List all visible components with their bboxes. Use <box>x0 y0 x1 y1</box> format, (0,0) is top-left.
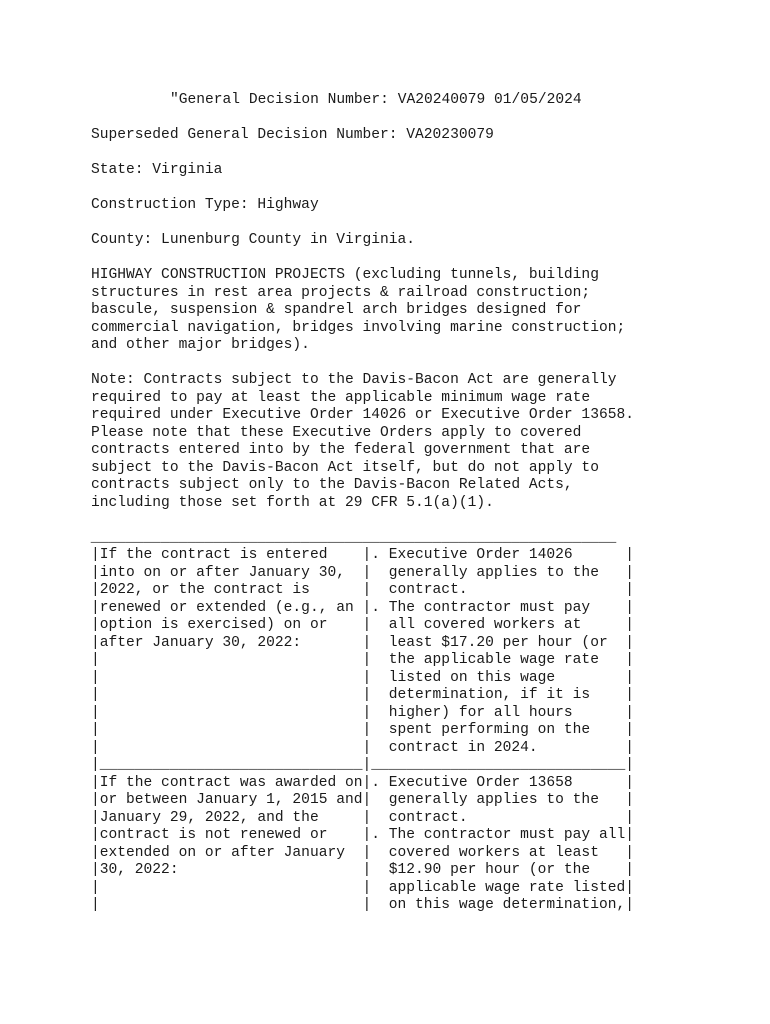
table-row-line: |after January 30, 2022: | least $17.20 per hour (or | <box>91 634 634 651</box>
construction-type-line: Construction Type: Highway <box>91 197 319 213</box>
county-line: County: Lunenburg County in Virginia. <box>91 232 416 248</box>
table-row-line: |If the contract was awarded on|. Executive Order 13658 | <box>91 774 634 791</box>
note-line: contracts entered into by the federal government that are <box>91 442 591 458</box>
decision-number-line: "General Decision Number: VA20240079 01/05/2024 <box>170 92 582 108</box>
table-row-line: | | higher) for all hours | <box>91 704 634 721</box>
spacer <box>91 110 751 128</box>
table-row-line: |contract is not renewed or |. The contractor must pay all| <box>91 827 634 843</box>
table-row-line: | | determination, if it is | <box>91 687 634 703</box>
note-line: subject to the Davis-Bacon Act itself, but do not apply to <box>91 459 599 476</box>
scope-line: HIGHWAY CONSTRUCTION PROJECTS (excluding tunnels, building <box>91 267 599 283</box>
table-row-line: |If the contract is entered |. Executive Order 14026 | <box>91 547 634 563</box>
table-row-line: |extended on or after January | covered workers at least | <box>91 844 634 861</box>
note-line: required to pay at least the applicable minimum wage rate <box>91 389 591 406</box>
superseded-decision-line: Superseded General Decision Number: VA20230079 <box>91 127 494 143</box>
table-row-line: |or between January 1, 2015 and| generally applies to the | <box>91 792 634 808</box>
spacer <box>91 145 751 163</box>
table-row-line: |renewed or extended (e.g., an |. The contractor must pay | <box>91 599 634 616</box>
state-line: State: Virginia <box>91 162 223 178</box>
note-line: required under Executive Order 14026 or Executive Order 13658. <box>91 407 634 423</box>
table-divider-line: |______________________________|_____________________________| <box>91 757 634 773</box>
spacer <box>91 215 751 233</box>
note-line: Note: Contracts subject to the Davis-Bacon Act are generally <box>91 372 617 388</box>
spacer <box>91 250 751 268</box>
scope-line: structures in rest area projects & railroad construction; <box>91 284 591 301</box>
table-row-line: |into on or after January 30, | generally applies to the | <box>91 564 634 581</box>
table-row-line: |option is exercised) on or | all covered workers at | <box>91 617 634 633</box>
table-row-line: | | contract in 2024. | <box>91 739 634 756</box>
wage-determination-document <box>82 92 751 915</box>
document-text <box>82 92 751 915</box>
table-row-line: | | listed on this wage | <box>91 669 634 686</box>
table-border-line: ____________________________________________________________ <box>82 529 617 546</box>
table-row-line: |30, 2022: | $12.90 per hour (or the | <box>91 862 634 878</box>
scope-line: and other major bridges). <box>91 337 310 353</box>
scope-line: commercial navigation, bridges involving marine construction; <box>91 319 626 336</box>
table-row-line: |January 29, 2022, and the | contract. | <box>91 809 634 826</box>
table-row-line: | | spent performing on the | <box>91 722 634 738</box>
spacer <box>91 512 751 530</box>
note-line: contracts subject only to the Davis-Bacon Related Acts, <box>91 477 573 493</box>
table-row-line: |2022, or the contract is | contract. | <box>91 582 634 598</box>
table-row-line: | | applicable wage rate listed| <box>91 879 634 896</box>
note-line: including those set forth at 29 CFR 5.1(a)(1). <box>91 494 494 511</box>
table-row-line: | | on this wage determination,| <box>91 897 634 913</box>
note-line: Please note that these Executive Orders apply to covered <box>91 424 582 441</box>
spacer <box>91 355 751 373</box>
spacer <box>91 180 751 198</box>
table-row-line: | | the applicable wage rate | <box>91 652 634 668</box>
scope-line: bascule, suspension & spandrel arch bridges designed for <box>91 302 582 318</box>
